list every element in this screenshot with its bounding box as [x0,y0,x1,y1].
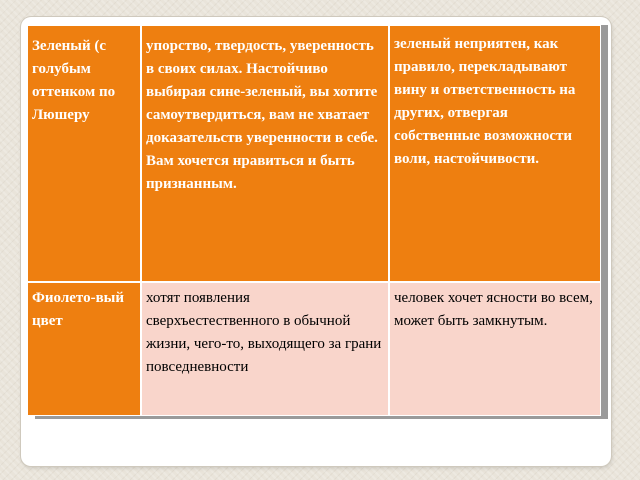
table-shadow-right [601,25,608,419]
table-cell-violet-col2 [389,282,601,416]
green-col2-text: зеленый неприятен, как правило, перекладывают вину и ответственность на других, отвергая собственные возможности воли, настойчивости. [394,36,576,167]
row-label-violet: Фиолето-вый цвет [32,290,125,329]
table-cell-violet-col1 [141,282,389,416]
row-label-cell-violet [27,282,141,416]
table-cell-green-col2 [389,25,601,282]
table-cell-green-col1 [141,25,389,282]
row-label-green: Зеленый (с голубым оттенком по Люшеру [32,38,116,123]
violet-col2-text: человек хочет ясности во всем, может быть замкнутым. [394,290,593,329]
row-label-cell-green [27,25,141,282]
green-col1-text: упорство, твердость, уверенность в своих силах. Настойчиво выбирая сине-зеленый, вы хотите самоутвердиться, вам не хватает доказательств уверенности в себе. Вам хочется нравиться и быть признанным. [146,38,378,192]
violet-col1-text: хотят появления сверхъестественного в обычной жизни, чего-то, выходящего за грани повседневности [146,290,382,375]
